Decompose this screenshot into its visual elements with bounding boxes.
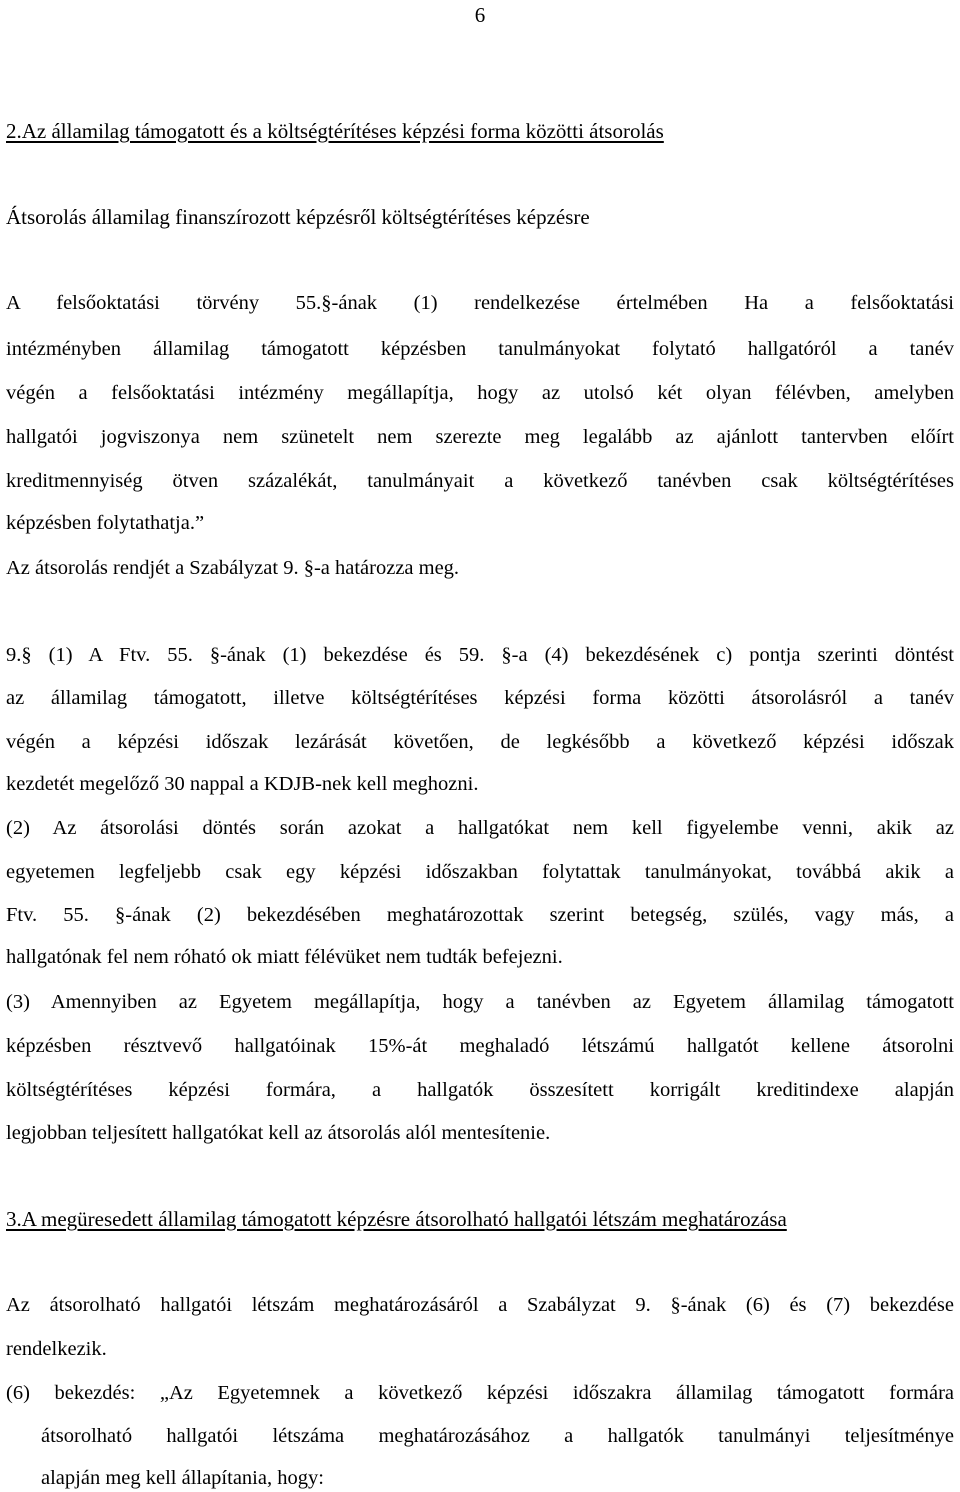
paragraph-line: (3) Amennyiben az Egyetem megállapítja, hogy a tanévben az Egyetem államilag támogatott <box>6 991 954 1013</box>
paragraph-line: hallgatónak fel nem róható ok miatt félévüket nem tudták befejezni. <box>6 946 563 968</box>
paragraph-line: A felsőoktatási törvény 55.§-ának (1) rendelkezése értelmében Ha a felsőoktatási <box>6 292 954 314</box>
paragraph-line: végén a képzési időszak lezárását követően, de legkésőbb a következő képzési időszak <box>6 731 954 753</box>
paragraph-line: egyetemen legfeljebb csak egy képzési időszakban folytattak tanulmányokat, továbbá akik a <box>6 861 954 883</box>
paragraph-line: legjobban teljesített hallgatókat kell az átsorolás alól mentesítenie. <box>6 1122 551 1144</box>
paragraph-line: (6) bekezdés: „Az Egyetemnek a következő képzési időszakra államilag támogatott formára <box>6 1382 954 1404</box>
paragraph-line: Ftv. 55. §-ának (2) bekezdésében meghatározottak szerint betegség, szülés, vagy más, a <box>6 904 954 926</box>
paragraph-line: intézményben államilag támogatott képzésben tanulmányokat folytató hallgatóról a tanév <box>6 338 954 360</box>
paragraph-line: alapján meg kell állapítania, hogy: <box>41 1467 324 1489</box>
section-2-subheading: Átsorolás államilag finanszírozott képzésről költségtérítéses képzésre <box>6 205 590 229</box>
paragraph-line: költségtérítéses képzési formára, a hallgatók összesített korrigált kreditindexe alapján <box>6 1079 954 1101</box>
paragraph-line: (2) Az átsorolási döntés során azokat a hallgatókat nem kell figyelembe venni, akik az <box>6 817 954 839</box>
paragraph-line: rendelkezik. <box>6 1338 107 1360</box>
paragraph-line: hallgatói jogviszonya nem szünetelt nem szerezte meg legalább az ajánlott tantervben előírt <box>6 426 954 448</box>
paragraph-line: Az átsorolható hallgatói létszám meghatározásáról a Szabályzat 9. §-ának (6) és (7) bekezdése <box>6 1294 954 1316</box>
paragraph-line: Az átsorolás rendjét a Szabályzat 9. §-a határozza meg. <box>6 557 460 579</box>
section-2-heading: 2.Az államilag támogatott és a költségtérítéses képzési forma közötti átsorolás <box>6 119 664 143</box>
paragraph-line: kezdetét megelőző 30 nappal a KDJB-nek kell meghozni. <box>6 773 479 795</box>
paragraph-line: kreditmennyiség ötven százalékát, tanulmányait a következő tanévben csak költségtérítéses <box>6 470 954 492</box>
paragraph-line: végén a felsőoktatási intézmény megállapítja, hogy az utolsó két olyan félévben, amelyben <box>6 382 954 404</box>
section-3-heading: 3.A megüresedett államilag támogatott képzésre átsorolható hallgatói létszám meghatározása <box>6 1207 787 1231</box>
paragraph-line: képzésben résztvevő hallgatóinak 15%-át meghaladó létszámú hallgatót kellene átsorolni <box>6 1035 954 1057</box>
paragraph-line: átsorolható hallgatói létszáma meghatározásához a hallgatók tanulmányi teljesítménye <box>41 1425 954 1447</box>
paragraph-line: az államilag támogatott, illetve költségtérítéses képzési forma közötti átsorolásról a tanév <box>6 687 954 709</box>
paragraph-line: képzésben folytathatja.” <box>6 512 205 534</box>
page-number: 6 <box>474 3 486 27</box>
paragraph-line: 9.§ (1) A Ftv. 55. §-ának (1) bekezdése és 59. §-a (4) bekezdésének c) pontja szerinti döntést <box>6 644 954 666</box>
